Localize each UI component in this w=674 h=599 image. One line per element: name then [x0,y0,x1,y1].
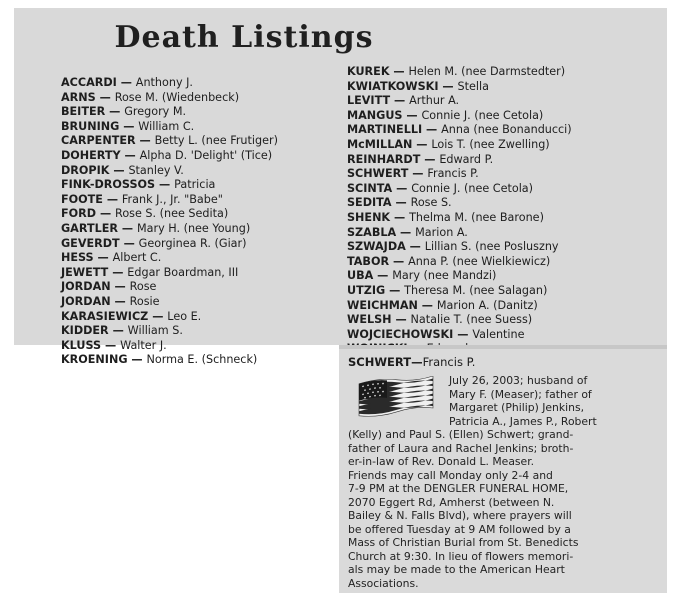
listing-separator: — [116,76,136,89]
listing-separator: — [389,254,409,268]
listing-given-name: Alpha D. 'Delight' (Tice) [139,148,273,162]
listing-entry [347,196,572,211]
listing-separator: — [408,167,428,181]
listing-separator: — [390,94,410,108]
listing-surname: FORD [61,207,97,221]
obituary-line: Associations. [348,576,419,590]
obituary-line: 7-9 PM at the DENGLER FUNERAL HOME, [348,482,569,495]
listing-given-name: Natalie T. (nee Suess) [410,313,533,327]
listing-separator: — [396,225,416,239]
page-title: Death Listings [114,20,374,55]
listing-entry [61,237,278,252]
listing-separator: — [117,221,137,235]
listing-given-name: Rose S. [410,196,452,210]
listing-entry [61,178,278,193]
listing-given-name: Marion A. [415,225,468,239]
listing-given-name: Connie J. (nee Cetola) [411,181,534,195]
listing-separator: — [392,181,412,195]
obituary-text-rest [348,428,578,590]
listing-given-name: Anna (nee Bonanducci) [441,123,572,137]
listing-given-name: Marion A. (Danitz) [436,298,538,312]
listing-given-name: Rosie [129,294,160,308]
listing-separator: — [135,134,155,148]
listing-surname: GARTLER [61,221,118,235]
obituary-line: July 26, 2003; husband of [449,374,588,387]
listing-surname: MARTINELLI [347,123,423,137]
listing-separator: — [101,338,121,352]
listing-entry [61,295,278,310]
listing-entry [347,269,572,284]
listing-entry [347,255,572,270]
obituary-line: Margaret (Philip) Jenkins, [449,401,585,414]
listing-separator: — [389,65,409,78]
listing-given-name: Anna P. (nee Wielkiewicz) [408,254,551,268]
listing-entry [347,80,572,95]
listing-given-name: Leo E. [167,309,202,323]
listing-surname: LEVITT [347,94,391,108]
listing-surname: UTZIG [347,283,386,297]
listing-surname: KWIATKOWSKI [347,79,439,93]
listing-surname: BEITER [61,105,106,119]
listing-surname: ARNS [61,90,96,104]
listing-surname: GEVERDT [61,236,120,250]
listing-surname: KLUSS [61,338,102,352]
american-flag-icon [357,376,435,420]
listing-separator: — [412,137,432,151]
listing-surname: MANGUS [347,108,403,122]
listing-surname: SEDITA [347,196,392,210]
listing-separator: — [127,353,147,367]
listing-surname: DROPIK [61,163,110,177]
listing-separator: — [373,269,393,283]
obituary-heading [348,355,475,369]
listing-given-name: Patricia [174,178,216,192]
listing-given-name: Thelma M. (nee Barone) [409,210,544,224]
listing-separator: — [102,192,122,206]
obituary-line: er-in-law of Rev. Donald L. Measer. [348,455,535,468]
listing-separator: — [108,324,128,338]
listing-given-name: Valentine [472,327,525,341]
listing-separator: — [119,119,139,133]
listing-entry [347,65,572,80]
listing-separator: — [96,207,116,221]
obituary-line: Bailey & N. Falls Blvd), where prayers will [348,509,572,522]
listing-given-name: Stanley V. [128,163,184,177]
listing-entry [61,339,278,354]
listing-entry [61,164,278,179]
obituary-line: father of Laura and Rachel Jenkins; broth- [348,441,574,455]
listings-column-left [61,76,278,368]
listing-separator: — [438,79,458,93]
listing-separator: — [119,236,139,250]
listings-column-right [347,65,572,357]
listing-given-name: Lois T. (nee Zwelling) [431,137,550,151]
listing-surname: REINHARDT [347,152,421,166]
listing-surname: BRUNING [61,119,120,133]
listing-entry [61,207,278,222]
listing-given-name: Rose [129,280,157,294]
listing-surname: TABOR [347,254,390,268]
listing-entry [61,105,278,120]
obituary-given-name: Francis P. [422,355,476,369]
listing-entry [347,226,572,241]
listing-entry [347,138,572,153]
listing-separator: — [105,105,125,119]
listing-surname: SCINTA [347,181,393,195]
obituary-line: (Kelly) and Paul S. (Ellen) Schwert; grand- [348,428,574,441]
listing-surname: DOHERTY [61,148,121,162]
listing-surname: WEICHMAN [347,298,418,312]
listing-given-name: Rose S. (nee Sedita) [115,207,229,221]
listing-separator: — [422,123,442,137]
listing-entry [347,284,572,299]
listing-entry [347,211,572,226]
listing-separator: — [385,283,405,297]
listing-given-name: Theresa M. (nee Salagan) [404,283,548,297]
listing-given-name: Albert C. [112,251,162,265]
listing-given-name: Arthur A. [409,94,460,108]
listing-given-name: Rose M. (Wiedenbeck) [114,90,240,104]
obituary-line: Church at 9:30. In lieu of flowers memori- [348,549,574,563]
listing-entry [61,266,278,281]
listing-separator: — [391,313,411,327]
obituary-line: be offered Tuesday at 9 AM followed by a [348,522,571,536]
obituary-line: als may be made to the American Heart [348,563,565,576]
listing-entry [347,182,572,197]
listing-given-name: Edgar Boardman, III [127,265,239,279]
listing-given-name: Connie J. (nee Cetola) [421,108,544,122]
listing-surname: ACCARDI [61,76,117,89]
listing-separator: — [120,148,140,162]
listing-given-name: Edward P. [439,152,494,166]
listing-surname: SZWAJDA [347,240,406,254]
listing-entry [61,91,278,106]
listing-separator: — [95,90,115,104]
obituary-text-first [449,374,597,428]
listing-separator: — [420,152,440,166]
obituary-line: 2070 Eggert Rd, Amherst (between N. [348,495,555,509]
listing-entry [61,149,278,164]
listing-surname: KUREK [347,65,390,78]
listing-separator: — [390,210,410,224]
listing-entry [61,76,278,91]
listing-entry [61,222,278,237]
listing-given-name: Stella [457,79,489,93]
listing-surname: SZABLA [347,225,397,239]
listing-given-name: Betty L. (nee Frutiger) [154,134,278,148]
listing-surname: JEWETT [61,265,109,279]
listing-separator: — [108,265,128,279]
listing-entry [61,324,278,339]
listing-entry [347,313,572,328]
listing-surname: FOOTE [61,192,103,206]
listing-separator: — [417,298,437,312]
listing-given-name: Georginea R. (Giar) [138,236,247,250]
obituary-clipping [339,345,667,593]
listing-surname: CARPENTER [61,134,136,148]
listing-separator: — [453,327,473,341]
listing-separator: — [405,240,425,254]
listing-entry [61,310,278,325]
listing-separator: — [402,108,422,122]
listing-surname: FINK-DROSSOS [61,178,156,192]
obituary-line: Mary F. (Measer); father of [449,387,592,401]
listing-separator: — [155,178,175,192]
obituary-line: Patricia A., James P., Robert [449,414,597,428]
listing-surname: HESS [61,251,94,265]
listing-given-name: Norma E. (Schneck) [146,353,258,367]
listing-entry [61,134,278,149]
listing-given-name: Gregory M. [124,105,187,119]
listing-entry [347,240,572,255]
listing-separator: — [391,196,411,210]
listing-entry [61,251,278,266]
listing-surname: SCHWERT [347,167,409,181]
listing-given-name: Lillian S. (nee Posluszny [424,240,559,254]
listing-surname: SHENK [347,210,391,224]
listing-surname: KROENING [61,353,128,367]
obituary-separator: — [411,355,423,369]
listing-separator: — [109,163,129,177]
listing-given-name: Walter J. [120,338,167,352]
listing-given-name: Helen M. (nee Darmstedter) [408,65,566,78]
listing-separator: — [93,251,113,265]
listing-surname: JORDAN [61,294,111,308]
listing-surname: WELSH [347,313,392,327]
listing-entry [347,153,572,168]
listing-given-name: Francis P. [427,167,479,181]
listing-entry [347,167,572,182]
listing-entry [347,299,572,314]
listing-surname: McMILLAN [347,137,413,151]
listing-entry [61,280,278,295]
listing-entry [347,109,572,124]
listing-surname: KIDDER [61,324,109,338]
death-listings-clipping [14,8,667,367]
listing-surname: UBA [347,269,374,283]
listing-given-name: Frank J., Jr. "Babe" [121,192,223,206]
listing-surname: JORDAN [61,280,111,294]
listing-surname: KARASIEWICZ [61,309,149,323]
listing-entry [347,123,572,138]
obituary-surname: SCHWERT [348,355,412,369]
listing-entry [61,120,278,135]
listing-entry [347,94,572,109]
obituary-line: Mass of Christian Burial from St. Benedicts [348,536,579,549]
clipping-edge [339,345,667,349]
listing-given-name: Anthony J. [135,76,193,89]
listing-separator: — [148,309,168,323]
listing-given-name: Mary H. (nee Young) [136,221,251,235]
listing-separator: — [110,280,130,294]
listing-entry [347,328,572,343]
listing-separator: — [110,294,130,308]
listing-given-name: William C. [138,119,195,133]
listing-given-name: William S. [127,324,183,338]
listing-entry [61,353,278,368]
obituary-line: Friends may call Monday only 2-4 and [348,468,553,482]
listing-surname: WOJCIECHOWSKI [347,327,454,341]
listing-given-name: Mary (nee Mandzi) [392,269,497,283]
listing-entry [61,193,278,208]
